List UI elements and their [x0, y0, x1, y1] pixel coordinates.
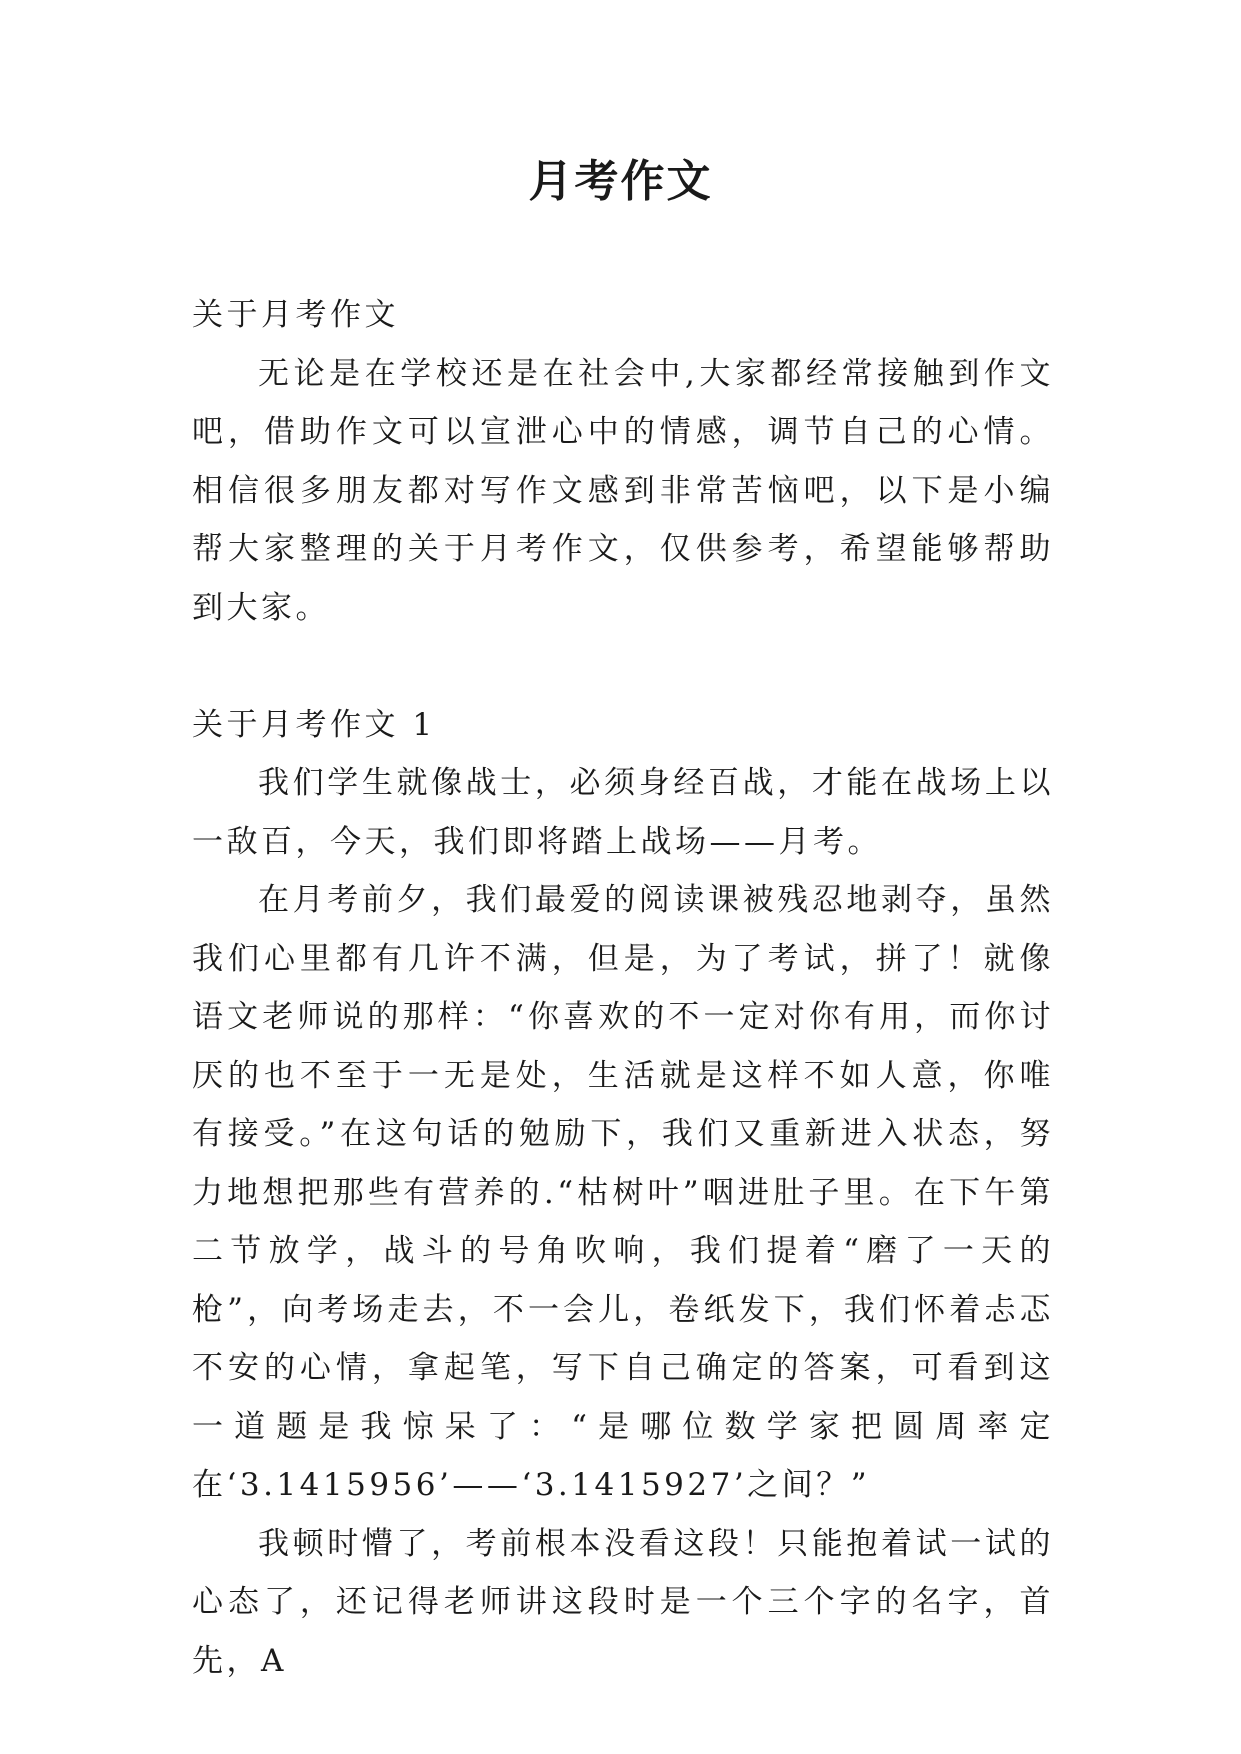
section1-heading: 关于月考作文 1 — [192, 706, 436, 743]
intro-paragraph: 无论是在学校还是在社会中,大家都经常接触到作文吧，借助作文可以宣泄心中的情感，调节自己的心情。相信很多朋友都对写作文感到非常苦恼吧，以下是小编帮大家整理的关于月考作文，仅供参考，希望能够帮助到大家。 — [192, 355, 1054, 626]
section1-paragraph-1: 我们学生就像战士，必须身经百战，才能在战场上以一敌百，今天，我们即将踏上战场——月考。 — [192, 765, 1054, 860]
document-body — [192, 286, 1054, 1690]
section1-paragraph-3: 我顿时懵了，考前根本没看这段！只能抱着试一试的心态了，还记得老师讲这段时是一个三个字的名字，首先，A — [192, 1525, 1054, 1679]
section-spacer — [192, 637, 1054, 696]
section1-paragraph-2: 在月考前夕，我们最爱的阅读课被残忍地剥夺，虽然我们心里都有几许不满，但是，为了考试，拼了！就像语文老师说的那样：“你喜欢的不一定对你有用，而你讨厌的也不至于一无是处，生活就是这样不如人意，你唯有接受。”在这句话的勉励下，我们又重新进入状态，努力地想把那些有营养的.“枯树叶”咽进肚子里。在下午第二节放学，战斗的号角吹响，我们提着“磨了一天的枪”，向考场走去，不一会儿，卷纸发下，我们怀着忐忑不安的心情，拿起笔，写下自己确定的答案，可看到这一道题是我惊呆了：“是哪位数学家把圆周率定在‘3.1415956’——‘3.1415927’之间？” — [192, 882, 1054, 1503]
intro-heading: 关于月考作文 — [192, 297, 399, 333]
document-title: 月考作文 — [528, 156, 713, 207]
